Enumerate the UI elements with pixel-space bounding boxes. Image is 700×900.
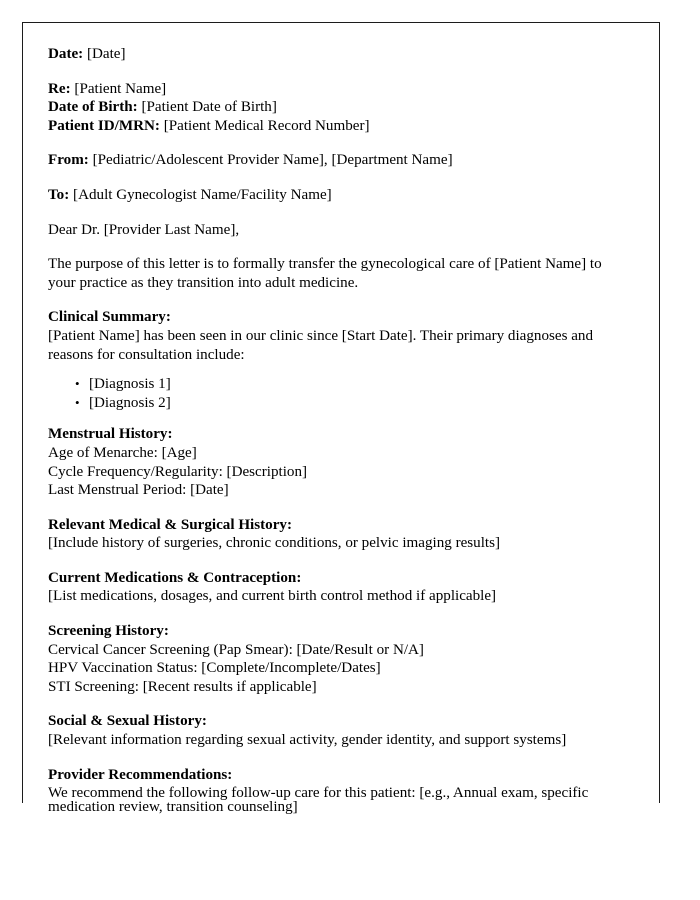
section-heading-social-sexual-history: Social & Sexual History: — [48, 713, 207, 730]
provider-recommendations-line: We recommend the following follow-up care for this patient: [e.g., Annual exam, specific — [48, 785, 589, 802]
section-heading-clinical-summary: Clinical Summary: — [48, 309, 171, 326]
patient-mrn-label: Patient ID/MRN: — [48, 117, 160, 134]
date-label: Date: — [48, 46, 84, 62]
date-line — [48, 45, 626, 64]
social-sexual-history-line: [Relevant information regarding sexual activity, gender identity, and support systems] — [48, 732, 567, 749]
date-value: [Date] — [86, 46, 126, 62]
date-of-birth-line — [48, 98, 626, 117]
patient-mrn-value: [Patient Medical Record Number] — [163, 117, 370, 134]
cervical-cancer-screening-line: Cervical Cancer Screening (Pap Smear): [Date/Result or N/A] — [48, 641, 424, 658]
section-menstrual-history — [48, 425, 626, 499]
to-value: [Adult Gynecologist Name/Facility Name] — [73, 186, 332, 203]
from-block — [48, 151, 626, 170]
section-medications-contraception — [48, 569, 626, 606]
document-page — [22, 22, 660, 815]
list-item: • [Diagnosis 1] — [89, 375, 626, 394]
from-value: [Pediatric/Adolescent Provider Name], [Department Name] — [92, 152, 453, 169]
medical-surgical-history-line: [Include history of surgeries, chronic conditions, or pelvic imaging results] — [48, 535, 501, 552]
section-heading-medications-contraception: Current Medications & Contraception: — [48, 569, 302, 586]
to-line — [48, 186, 626, 205]
medications-contraception-line: [List medications, dosages, and current birth control method if applicable] — [48, 588, 497, 605]
last-menstrual-period-line: Last Menstrual Period: [Date] — [48, 482, 229, 499]
re-label: Re: — [48, 80, 71, 97]
date-of-birth-value: [Patient Date of Birth] — [141, 99, 277, 116]
sti-screening-line: STI Screening: [Recent results if applicable] — [48, 678, 317, 695]
date-block — [48, 45, 626, 64]
age-of-menarche-line: Age of Menarche: [Age] — [48, 444, 197, 461]
cycle-frequency-line: Cycle Frequency/Regularity: [Description] — [48, 463, 308, 480]
hpv-vaccination-status-line: HPV Vaccination Status: [Complete/Incomplete/Dates] — [48, 660, 381, 677]
re-line — [48, 80, 626, 99]
patient-identification-block — [48, 80, 626, 136]
from-label: From: — [48, 152, 89, 169]
to-block — [48, 186, 626, 205]
section-heading-provider-recommendations: Provider Recommendations: — [48, 766, 233, 783]
section-heading-medical-surgical-history: Relevant Medical & Surgical History: — [48, 516, 292, 533]
section-screening-history — [48, 622, 626, 696]
from-line — [48, 151, 626, 170]
section-clinical-summary — [48, 308, 626, 412]
salutation-block — [48, 221, 626, 240]
section-heading-menstrual-history: Menstrual History: — [48, 426, 173, 443]
intro-paragraph: The purpose of this letter is to formally transfer the gynecological care of [Patient Name] to your practice as they transition into adult medicine. — [48, 256, 602, 291]
to-label: To: — [48, 186, 70, 203]
section-social-sexual-history — [48, 712, 626, 749]
date-of-birth-label: Date of Birth: — [48, 99, 138, 116]
diagnosis-list — [48, 375, 626, 412]
intro-paragraph-block — [48, 255, 626, 292]
section-body-clinical-summary: [Patient Name] has been seen in our clinic since [Start Date]. Their primary diagnoses and reasons for consultation include: — [48, 327, 594, 363]
patient-mrn-line — [48, 117, 626, 136]
section-medical-surgical-history — [48, 516, 626, 553]
clipped-continuation-line: medication review, transition counseling] — [48, 799, 298, 815]
re-value: [Patient Name] — [74, 80, 167, 97]
section-heading-screening-history: Screening History: — [48, 623, 169, 640]
list-item: • [Diagnosis 2] — [89, 394, 626, 413]
salutation: Dear Dr. [Provider Last Name], — [48, 221, 240, 238]
